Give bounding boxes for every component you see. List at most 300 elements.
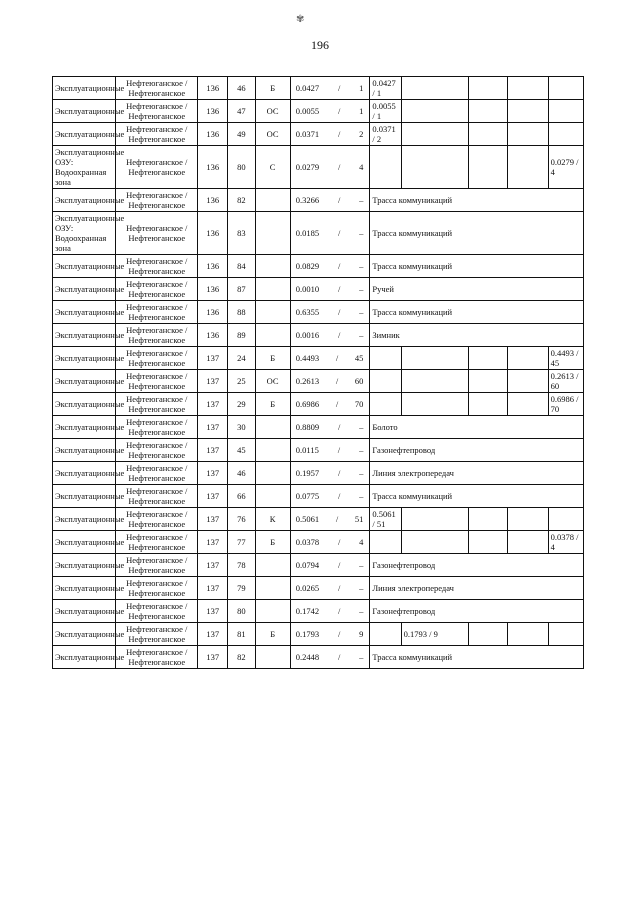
category-cell <box>255 189 290 212</box>
area-by-type-cell <box>508 623 548 646</box>
area-by-type-cell <box>469 531 508 554</box>
area-by-type-cell: 0.1793 / 9 <box>401 623 469 646</box>
area-value: 0.0775 <box>295 491 320 501</box>
area-by-type-cell <box>469 146 508 189</box>
area-value: 0.0115 <box>295 445 319 455</box>
vydel-cell: 66 <box>228 485 255 508</box>
area-by-type-cell <box>469 347 508 370</box>
category-cell: К <box>255 508 290 531</box>
table-row <box>53 393 584 416</box>
use-type-cell: Эксплуатационные <box>53 100 116 123</box>
area-by-type-cell <box>401 508 469 531</box>
use-type-cell: Эксплуатационные <box>53 508 116 531</box>
area-by-type-cell <box>401 531 469 554</box>
category-cell: ОС <box>255 100 290 123</box>
kvartal-cell: 137 <box>198 485 228 508</box>
area-by-type-cell <box>548 77 583 100</box>
purpose-description-cell: Трасса коммуникаций <box>370 189 584 212</box>
separator-slash: / <box>337 307 341 317</box>
vydel-cell: 77 <box>228 531 255 554</box>
part-value: – <box>359 468 364 478</box>
category-cell <box>255 301 290 324</box>
purpose-description-cell: Зимник <box>370 324 584 347</box>
forestry-cell: Нефтеюганское / Нефтеюганское <box>116 508 198 531</box>
separator-slash: / <box>337 652 341 662</box>
area-cell <box>290 77 370 100</box>
forestry-cell: Нефтеюганское / Нефтеюганское <box>116 278 198 301</box>
purpose-description-cell: Трасса коммуникаций <box>370 212 584 255</box>
area-cell <box>290 347 370 370</box>
part-value: – <box>359 606 364 616</box>
vydel-cell: 81 <box>228 623 255 646</box>
separator-slash: / <box>337 162 341 172</box>
use-type-cell: Эксплуатационные ОЗУ: Водоохранная зона <box>53 212 116 255</box>
vydel-cell: 84 <box>228 255 255 278</box>
purpose-description-cell: Газонефтепровод <box>370 439 584 462</box>
table-row <box>53 554 584 577</box>
part-value: – <box>359 195 364 205</box>
area-by-type-cell <box>508 77 548 100</box>
area-by-type-cell: 0.2613 / 60 <box>548 370 583 393</box>
kvartal-cell: 136 <box>198 301 228 324</box>
table-row <box>53 439 584 462</box>
kvartal-cell: 136 <box>198 123 228 146</box>
separator-slash: / <box>337 129 341 139</box>
table-row <box>53 508 584 531</box>
area-by-type-cell <box>548 623 583 646</box>
vydel-cell: 24 <box>228 347 255 370</box>
category-cell <box>255 600 290 623</box>
use-type-cell: Эксплуатационные <box>53 416 116 439</box>
forestry-cell: Нефтеюганское / Нефтеюганское <box>116 123 198 146</box>
area-by-type-cell <box>370 370 401 393</box>
kvartal-cell: 137 <box>198 554 228 577</box>
forest-plots-table <box>52 76 584 669</box>
use-type-cell: Эксплуатационные <box>53 531 116 554</box>
area-by-type-cell <box>508 531 548 554</box>
area-value: 0.0010 <box>295 284 320 294</box>
part-value: – <box>359 583 364 593</box>
separator-slash: / <box>337 195 341 205</box>
category-cell: Б <box>255 77 290 100</box>
area-by-type-cell <box>370 531 401 554</box>
page-number: 196 <box>311 38 329 52</box>
category-cell <box>255 554 290 577</box>
separator-slash: / <box>337 422 341 432</box>
area-by-type-cell <box>370 146 401 189</box>
area-cell <box>290 439 370 462</box>
use-type-cell: Эксплуатационные <box>53 370 116 393</box>
forestry-cell: Нефтеюганское / Нефтеюганское <box>116 370 198 393</box>
use-type-cell: Эксплуатационные <box>53 255 116 278</box>
forestry-cell: Нефтеюганское / Нефтеюганское <box>116 531 198 554</box>
forestry-cell: Нефтеюганское / Нефтеюганское <box>116 77 198 100</box>
table-row <box>53 189 584 212</box>
use-type-cell: Эксплуатационные <box>53 347 116 370</box>
vydel-cell: 76 <box>228 508 255 531</box>
table-row <box>53 324 584 347</box>
separator-slash: / <box>335 353 339 363</box>
category-cell <box>255 577 290 600</box>
purpose-description-cell: Трасса коммуникаций <box>370 646 584 669</box>
area-by-type-cell <box>370 347 401 370</box>
area-cell <box>290 646 370 669</box>
area-by-type-cell <box>401 100 469 123</box>
area-by-type-cell: 0.0055 / 1 <box>370 100 401 123</box>
area-by-type-cell <box>469 77 508 100</box>
part-value: – <box>359 422 364 432</box>
area-by-type-cell <box>508 146 548 189</box>
vydel-cell: 80 <box>228 600 255 623</box>
purpose-description-cell: Болото <box>370 416 584 439</box>
vydel-cell: 87 <box>228 278 255 301</box>
category-cell <box>255 485 290 508</box>
forestry-cell: Нефтеюганское / Нефтеюганское <box>116 416 198 439</box>
part-value: 4 <box>359 537 364 547</box>
kvartal-cell: 137 <box>198 600 228 623</box>
area-value: 0.4493 <box>295 353 320 363</box>
part-value: – <box>359 652 364 662</box>
forestry-cell: Нефтеюганское / Нефтеюганское <box>116 646 198 669</box>
area-cell <box>290 123 370 146</box>
kvartal-cell: 136 <box>198 100 228 123</box>
area-by-type-cell <box>401 123 469 146</box>
area-value: 0.6355 <box>295 307 320 317</box>
use-type-cell: Эксплуатационные <box>53 123 116 146</box>
category-cell <box>255 462 290 485</box>
separator-slash: / <box>337 629 341 639</box>
part-value: – <box>359 307 364 317</box>
category-cell: Б <box>255 347 290 370</box>
area-value: 0.0185 <box>295 228 320 238</box>
category-cell <box>255 255 290 278</box>
forestry-cell: Нефтеюганское / Нефтеюганское <box>116 623 198 646</box>
area-cell <box>290 324 370 347</box>
forestry-cell: Нефтеюганское / Нефтеюганское <box>116 324 198 347</box>
table-row <box>53 278 584 301</box>
forestry-cell: Нефтеюганское / Нефтеюганское <box>116 189 198 212</box>
area-by-type-cell <box>469 370 508 393</box>
area-by-type-cell: 0.0279 / 4 <box>548 146 583 189</box>
separator-slash: / <box>335 514 339 524</box>
part-value: – <box>359 330 364 340</box>
area-cell <box>290 393 370 416</box>
table-row <box>53 123 584 146</box>
vydel-cell: 25 <box>228 370 255 393</box>
use-type-cell: Эксплуатационные ОЗУ: Водоохранная зона <box>53 146 116 189</box>
part-value: – <box>359 445 364 455</box>
forestry-cell: Нефтеюганское / Нефтеюганское <box>116 212 198 255</box>
kvartal-cell: 136 <box>198 146 228 189</box>
table-row <box>53 301 584 324</box>
vydel-cell: 88 <box>228 301 255 324</box>
vydel-cell: 83 <box>228 212 255 255</box>
kvartal-cell: 137 <box>198 531 228 554</box>
area-by-type-cell: 0.6986 / 70 <box>548 393 583 416</box>
area-by-type-cell <box>469 393 508 416</box>
area-cell <box>290 212 370 255</box>
forestry-cell: Нефтеюганское / Нефтеюганское <box>116 577 198 600</box>
area-value: 0.1793 <box>295 629 320 639</box>
use-type-cell: Эксплуатационные <box>53 439 116 462</box>
area-by-type-cell <box>401 77 469 100</box>
part-value: – <box>359 261 364 271</box>
use-type-cell: Эксплуатационные <box>53 623 116 646</box>
area-by-type-cell <box>548 100 583 123</box>
use-type-cell: Эксплуатационные <box>53 189 116 212</box>
area-value: 0.5061 <box>295 514 320 524</box>
area-value: 0.1742 <box>295 606 320 616</box>
area-value: 0.0794 <box>295 560 320 570</box>
area-by-type-cell <box>469 123 508 146</box>
separator-slash: / <box>337 83 341 93</box>
table-row <box>53 462 584 485</box>
area-value: 0.6986 <box>295 399 320 409</box>
separator-slash: / <box>337 284 341 294</box>
table-row <box>53 577 584 600</box>
area-cell <box>290 554 370 577</box>
area-by-type-cell: 0.0427 / 1 <box>370 77 401 100</box>
table-row <box>53 485 584 508</box>
forestry-cell: Нефтеюганское / Нефтеюганское <box>116 439 198 462</box>
kvartal-cell: 137 <box>198 416 228 439</box>
forestry-cell: Нефтеюганское / Нефтеюганское <box>116 301 198 324</box>
area-value: 0.2613 <box>295 376 320 386</box>
forestry-cell: Нефтеюганское / Нефтеюганское <box>116 255 198 278</box>
category-cell <box>255 416 290 439</box>
kvartal-cell: 137 <box>198 347 228 370</box>
kvartal-cell: 136 <box>198 278 228 301</box>
category-cell: Б <box>255 393 290 416</box>
use-type-cell: Эксплуатационные <box>53 462 116 485</box>
part-value: 51 <box>354 514 364 524</box>
forestry-cell: Нефтеюганское / Нефтеюганское <box>116 100 198 123</box>
kvartal-cell: 137 <box>198 577 228 600</box>
area-value: 0.0427 <box>295 83 320 93</box>
area-value: 0.0378 <box>295 537 320 547</box>
area-by-type-cell <box>469 508 508 531</box>
use-type-cell: Эксплуатационные <box>53 393 116 416</box>
table-row <box>53 146 584 189</box>
purpose-description-cell: Линия электропередач <box>370 577 584 600</box>
table-row <box>53 646 584 669</box>
category-cell: Б <box>255 623 290 646</box>
area-by-type-cell <box>370 623 401 646</box>
area-by-type-cell <box>548 508 583 531</box>
part-value: 4 <box>359 162 364 172</box>
purpose-description-cell: Трасса коммуникаций <box>370 301 584 324</box>
category-cell: С <box>255 146 290 189</box>
area-by-type-cell <box>548 123 583 146</box>
area-by-type-cell <box>508 347 548 370</box>
area-by-type-cell <box>401 370 469 393</box>
table-row <box>53 77 584 100</box>
separator-slash: / <box>337 261 341 271</box>
table-row <box>53 347 584 370</box>
area-by-type-cell <box>469 100 508 123</box>
forestry-cell: Нефтеюганское / Нефтеюганское <box>116 393 198 416</box>
area-cell <box>290 577 370 600</box>
vydel-cell: 49 <box>228 123 255 146</box>
area-by-type-cell <box>508 370 548 393</box>
vydel-cell: 46 <box>228 77 255 100</box>
kvartal-cell: 136 <box>198 255 228 278</box>
separator-slash: / <box>337 560 341 570</box>
forestry-cell: Нефтеюганское / Нефтеюганское <box>116 146 198 189</box>
separator-slash: / <box>337 491 341 501</box>
area-cell <box>290 100 370 123</box>
forestry-cell: Нефтеюганское / Нефтеюганское <box>116 462 198 485</box>
area-by-type-cell: 0.5061 / 51 <box>370 508 401 531</box>
area-value: 0.0371 <box>295 129 320 139</box>
part-value: 2 <box>359 129 364 139</box>
separator-slash: / <box>337 330 341 340</box>
area-by-type-cell <box>508 508 548 531</box>
forestry-cell: Нефтеюганское / Нефтеюганское <box>116 554 198 577</box>
purpose-description-cell: Трасса коммуникаций <box>370 255 584 278</box>
area-value: 0.0055 <box>295 106 320 116</box>
area-cell <box>290 370 370 393</box>
vydel-cell: 45 <box>228 439 255 462</box>
forestry-cell: Нефтеюганское / Нефтеюганское <box>116 347 198 370</box>
separator-slash: / <box>337 228 341 238</box>
use-type-cell: Эксплуатационные <box>53 324 116 347</box>
area-value: 0.1957 <box>295 468 320 478</box>
kvartal-cell: 137 <box>198 393 228 416</box>
vydel-cell: 78 <box>228 554 255 577</box>
area-cell <box>290 416 370 439</box>
category-cell: ОС <box>255 123 290 146</box>
area-value: 0.8809 <box>295 422 320 432</box>
kvartal-cell: 137 <box>198 370 228 393</box>
vydel-cell: 80 <box>228 146 255 189</box>
vydel-cell: 79 <box>228 577 255 600</box>
category-cell <box>255 324 290 347</box>
area-cell <box>290 462 370 485</box>
table-row <box>53 600 584 623</box>
area-by-type-cell <box>401 393 469 416</box>
table-row <box>53 623 584 646</box>
purpose-description-cell: Ручей <box>370 278 584 301</box>
use-type-cell: Эксплуатационные <box>53 554 116 577</box>
purpose-description-cell: Газонефтепровод <box>370 554 584 577</box>
part-value: – <box>359 284 364 294</box>
area-cell <box>290 531 370 554</box>
use-type-cell: Эксплуатационные <box>53 301 116 324</box>
area-by-type-cell <box>508 123 548 146</box>
category-cell: Б <box>255 531 290 554</box>
vydel-cell: 46 <box>228 462 255 485</box>
separator-slash: / <box>337 583 341 593</box>
separator-slash: / <box>335 376 339 386</box>
vydel-cell: 47 <box>228 100 255 123</box>
area-value: 0.2448 <box>295 652 320 662</box>
area-value: 0.3266 <box>295 195 320 205</box>
area-by-type-cell <box>370 393 401 416</box>
area-value: 0.0016 <box>295 330 320 340</box>
category-cell: ОС <box>255 370 290 393</box>
use-type-cell: Эксплуатационные <box>53 600 116 623</box>
category-cell <box>255 212 290 255</box>
use-type-cell: Эксплуатационные <box>53 646 116 669</box>
kvartal-cell: 137 <box>198 508 228 531</box>
separator-slash: / <box>337 445 341 455</box>
table-row <box>53 100 584 123</box>
vydel-cell: 89 <box>228 324 255 347</box>
separator-slash: / <box>335 399 339 409</box>
forestry-cell: Нефтеюганское / Нефтеюганское <box>116 485 198 508</box>
area-cell <box>290 508 370 531</box>
kvartal-cell: 137 <box>198 439 228 462</box>
vydel-cell: 82 <box>228 189 255 212</box>
table-row <box>53 255 584 278</box>
area-cell <box>290 623 370 646</box>
area-by-type-cell <box>401 347 469 370</box>
area-by-type-cell: 0.4493 / 45 <box>548 347 583 370</box>
area-by-type-cell: 0.0378 / 4 <box>548 531 583 554</box>
table-row <box>53 212 584 255</box>
separator-slash: / <box>337 106 341 116</box>
part-value: 60 <box>354 376 364 386</box>
area-by-type-cell <box>401 146 469 189</box>
kvartal-cell: 136 <box>198 189 228 212</box>
area-value: 0.0829 <box>295 261 320 271</box>
table-row <box>53 416 584 439</box>
purpose-description-cell: Трасса коммуникаций <box>370 485 584 508</box>
part-value: 70 <box>354 399 364 409</box>
category-cell <box>255 439 290 462</box>
area-cell <box>290 189 370 212</box>
area-value: 0.0279 <box>295 162 320 172</box>
area-value: 0.0265 <box>295 583 320 593</box>
kvartal-cell: 136 <box>198 212 228 255</box>
forestry-cell: Нефтеюганское / Нефтеюганское <box>116 600 198 623</box>
category-cell <box>255 278 290 301</box>
area-by-type-cell <box>469 623 508 646</box>
separator-slash: / <box>337 537 341 547</box>
part-value: – <box>359 491 364 501</box>
part-value: – <box>359 560 364 570</box>
purpose-description-cell: Линия электропередач <box>370 462 584 485</box>
vydel-cell: 29 <box>228 393 255 416</box>
area-by-type-cell <box>508 100 548 123</box>
purpose-description-cell: Газонефтепровод <box>370 600 584 623</box>
area-cell <box>290 301 370 324</box>
part-value: 1 <box>359 83 364 93</box>
part-value: 45 <box>354 353 364 363</box>
table-row <box>53 531 584 554</box>
vydel-cell: 30 <box>228 416 255 439</box>
part-value: – <box>359 228 364 238</box>
separator-slash: / <box>337 606 341 616</box>
table-row <box>53 370 584 393</box>
kvartal-cell: 137 <box>198 646 228 669</box>
stamp-mark: ✾ <box>296 14 305 25</box>
area-cell <box>290 485 370 508</box>
use-type-cell: Эксплуатационные <box>53 278 116 301</box>
use-type-cell: Эксплуатационные <box>53 485 116 508</box>
part-value: 9 <box>359 629 364 639</box>
use-type-cell: Эксплуатационные <box>53 577 116 600</box>
kvartal-cell: 137 <box>198 462 228 485</box>
use-type-cell: Эксплуатационные <box>53 77 116 100</box>
kvartal-cell: 136 <box>198 77 228 100</box>
area-cell <box>290 146 370 189</box>
separator-slash: / <box>337 468 341 478</box>
area-cell <box>290 600 370 623</box>
kvartal-cell: 137 <box>198 623 228 646</box>
vydel-cell: 82 <box>228 646 255 669</box>
